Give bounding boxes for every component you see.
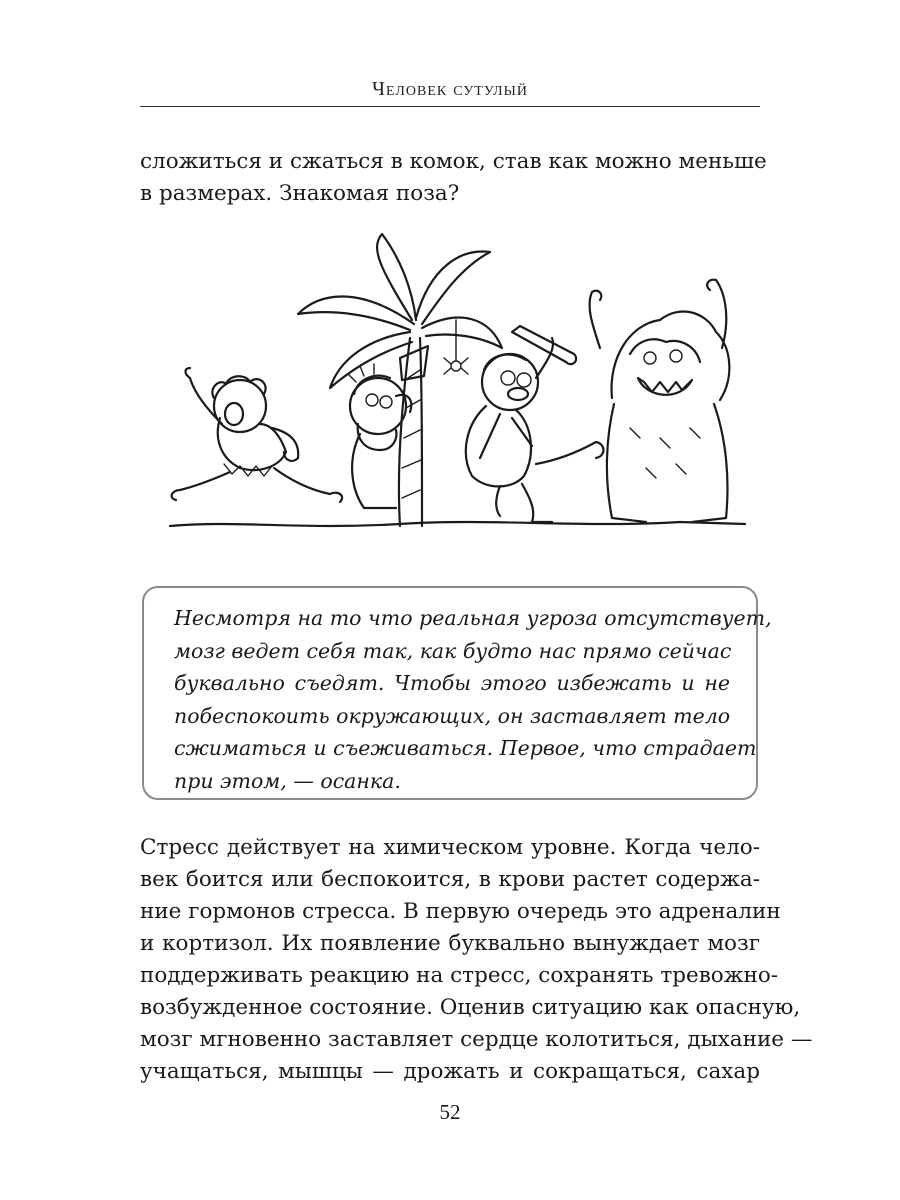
callout-box — [142, 586, 772, 800]
callout-line: сжиматься и съеживаться. Первое, что страдает — [174, 736, 757, 760]
callout-line: побеспокоить окружающих, он заставляет тело — [174, 703, 731, 728]
cavemen-fleeing-lion-illustration — [160, 228, 750, 546]
intro-paragraph — [140, 146, 767, 210]
header-rule — [140, 106, 760, 107]
text-line: Стресс действует на химическом уровне. Когда чело- — [140, 835, 760, 860]
text-line: и кортизол. Их появление буквально вынуждает мозг — [140, 931, 760, 956]
text-line: ние гормонов стресса. В первую очередь это адреналин — [140, 899, 781, 924]
callout-line: Несмотря на то что реальная угроза отсутствует, — [174, 606, 772, 630]
text-line: поддерживать реакцию на стресс, сохранять тревожно- — [140, 963, 779, 988]
callout-line: при этом, — осанка. — [174, 768, 401, 793]
callout-text — [174, 602, 772, 797]
callout-line: мозг ведет себя так, как будто нас прямо сейчас — [174, 638, 732, 663]
text-line: в размерах. Знакомая поза? — [140, 181, 460, 206]
text-line: век боится или беспокоится, в крови растет содержа- — [140, 867, 760, 892]
running-title: Человек сутулый — [372, 78, 528, 100]
text-line: сложиться и сжаться в комок, став как можно меньше — [140, 149, 767, 174]
text-line: возбужденное состояние. Оценив ситуацию как опасную, — [140, 995, 801, 1020]
page-number: 52 — [439, 1100, 461, 1124]
callout-line: буквально съедят. Чтобы этого избежать и не — [174, 671, 730, 695]
text-line: мозг мгновенно заставляет сердце колотиться, дыхание — — [140, 1027, 813, 1052]
text-line: учащаться, мышцы — дрожать и сокращаться, сахар — [140, 1059, 760, 1084]
main-paragraph — [140, 832, 813, 1088]
